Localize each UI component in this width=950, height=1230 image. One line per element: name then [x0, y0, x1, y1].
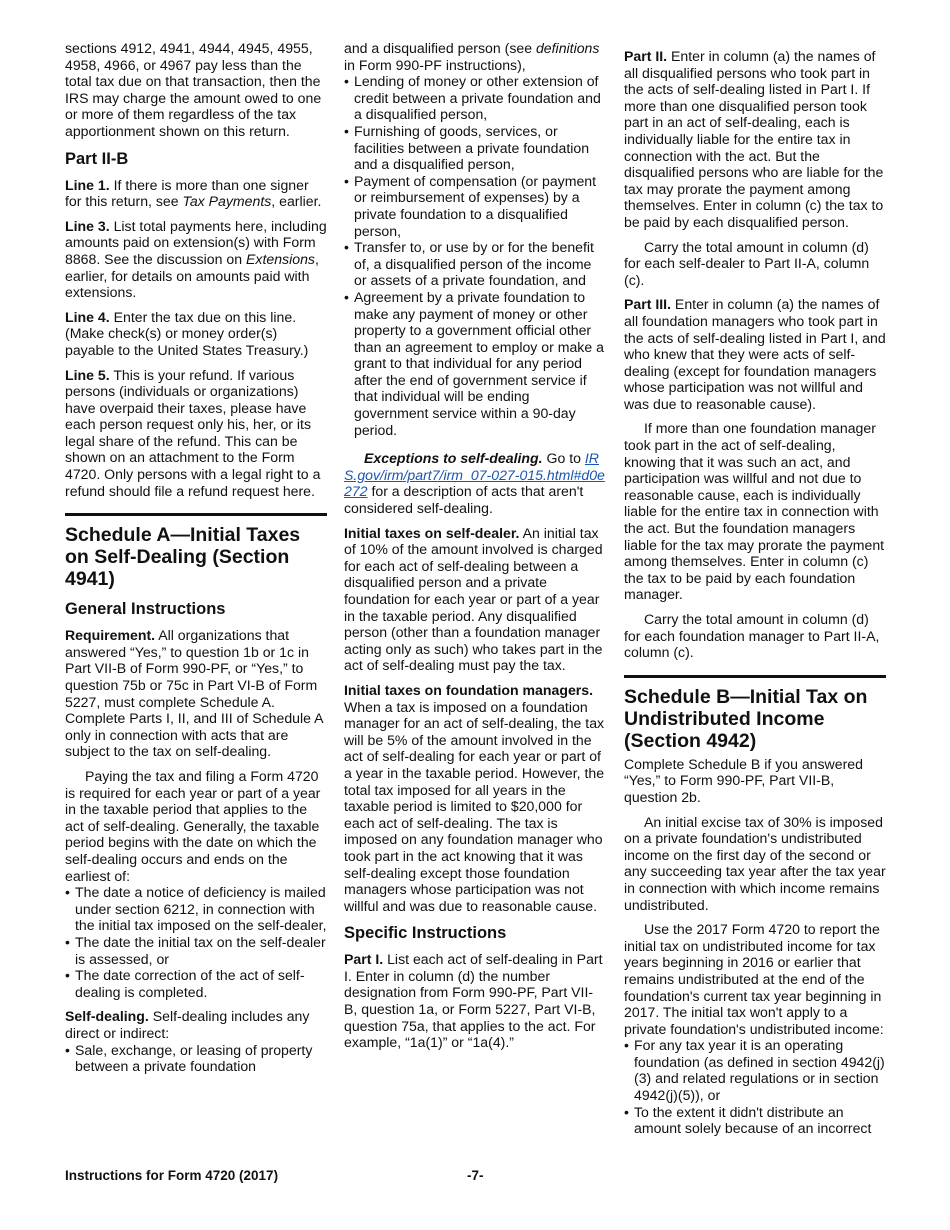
continuation-paragraph: and a disqualified person (see definitions in Form 990-PF instructions), — [344, 40, 600, 73]
requirement-paragraph: Requirement. All organizations that answered “Yes,” to question 1b or 1c in Part VII-B of Form 990-PF, or “Yes,” to question 75b or 75c in Part VI-B of Form 5227, must complete Schedule A. Complete Parts I, II, and III of Schedule A only in connection with acts that are subject to the tax on self-dealing. — [65, 627, 323, 760]
part-2-carry-paragraph: Carry the total amount in column (d) for each self-dealer to Part II-A, column (c). — [624, 238, 870, 288]
line-3-paragraph: Line 3. List total payments here, including amounts paid on extension(s) with Form 8868. See the discussion on Extensions, earlier, for details on amounts paid with extensions. — [65, 217, 327, 301]
list-item: • Sale, exchange, or leasing of property between a private foundation — [65, 1042, 327, 1075]
initial-taxes-managers-paragraph: Initial taxes on foundation managers. When a tax is imposed on a foundation manager for an act of self-dealing, the tax will be 5% of the amount involved in the act of self-dealing for each year or part of a year in the taxable period. However, the total tax imposed for all years in the taxable period is limited to $20,000 for each act of self-dealing. The tax is imposed on any foundation manager who took part in the act knowing that it was self-dealing except those foundation managers whose participation was not willful and was due to reasonable cause. — [344, 681, 605, 914]
schedule-b-paragraph-3: Use the 2017 Form 4720 to report the initial tax on undistributed income for tax years beginning in 2016 or earlier that remains undistributed at the end of the foundation's current tax year beginning in 2017. The initial tax won't apply to a private foundation's undistributed income: — [624, 921, 884, 1037]
line-5-paragraph: Line 5. This is your refund. If various persons (individuals or organizations) have overpaid their taxes, please have each person request only his, her, or its legal share of the refund. This can be shown on an attachment to the Form 4720. Only persons with a legal right to a refund should file a refund request here. — [65, 366, 321, 499]
part-3-carry-paragraph: Carry the total amount in column (d) for each foundation manager to Part II-A, column (c). — [624, 611, 880, 661]
schedule-b-paragraph-2: An initial excise tax of 30% is imposed on a private foundation's undistributed income on the first day of the second or any succeeding tax year after the tax year in connection with which income remains undistributed. — [624, 813, 886, 913]
initial-taxes-self-dealer-paragraph: Initial taxes on self-dealer. An initial tax of 10% of the amount involved is charged for each act of self-dealing between a disqualified person and a private foundation for each year or part of a year in the taxable period. Any disqualified person (other than a foundation manager acting only as such) who takes part in the act of self-dealing must pay the tax. — [344, 524, 603, 674]
footer-title: Instructions for Form 4720 (2017) — [65, 1168, 279, 1183]
part-2-paragraph: Part II. Enter in column (a) the names of all disqualified persons who took part in the acts of self-dealing listed in Part I. If more than one disqualified person took part in an act of self-dealing, each is individually liable for the entire tax in connection with the act. But the disqualified persons who are liable for the tax may prorate the payment among themselves. Enter in column (c) the tax to be paid by each disqualified person. — [624, 48, 884, 230]
list-item: • To the extent it didn't distribute an amount solely because of an incorrect — [624, 1104, 886, 1137]
list-item: • Payment of compensation (or payment or reimbursement of expenses) by a private foundation to a disqualified person, — [344, 173, 606, 239]
line-4-paragraph: Line 4. Enter the tax due on this line. (Make check(s) or money order(s) payable to the United States Treasury.) — [65, 308, 309, 358]
specific-instructions-heading: Specific Instructions — [344, 924, 507, 943]
list-item: • Lending of money or other extension of credit between a private foundation and a disqualified person, — [344, 73, 606, 123]
list-item: • The date a notice of deficiency is mailed under section 6212, in connection with the initial tax imposed on the self-dealer, — [65, 884, 327, 934]
column-2 — [344, 40, 606, 1059]
intro-paragraph: sections 4912, 4941, 4944, 4945, 4955, 4958, 4966, or 4967 pay less than the total tax due on that transaction, then the IRS may charge the amount owed to one or more of them regardless of the tax apportionment shown on this return. — [65, 40, 322, 139]
schedule-a-heading: Schedule A—Initial Taxes on Self-Dealing (Section 4941) — [65, 513, 327, 590]
page-number: -7- — [467, 1168, 484, 1183]
paying-paragraph: Paying the tax and filing a Form 4720 is required for each year or part of a year in the taxable period that applies to the act of self-dealing. Generally, the taxable period begins with the date on which the self-dealing occurs and ends on the earliest of: — [65, 768, 321, 884]
schedule-b-intro: Complete Schedule B if you answered “Yes,” to Form 990-PF, Part VII-B, question 2b. — [624, 755, 863, 805]
list-item: • The date correction of the act of self-dealing is completed. — [65, 967, 327, 1000]
exceptions-paragraph: Exceptions to self-dealing. Go to IRS.gov/irm/part7/irm_07-027-015.html#d0e272 for a description of acts that aren't considered self-dealing. — [344, 450, 605, 517]
general-instructions-heading: General Instructions — [65, 600, 226, 619]
list-item: • Transfer to, or use by or for the benefit of, a disqualified person of the income or assets of a private foundation, and — [344, 239, 606, 289]
column-3 — [624, 48, 886, 1137]
list-item: • The date the initial tax on the self-dealer is assessed, or — [65, 934, 327, 967]
list-item: • Agreement by a private foundation to make any payment of money or other property to a government official other than an agreement to employ or make a grant to that individual for any period after the end of government service if that individual will be ending government service within a 90-day period. — [344, 289, 606, 438]
list-item: • Furnishing of goods, services, or facilities between a private foundation and a disqualified person, — [344, 123, 606, 173]
part-2b-heading: Part II-B — [65, 149, 129, 168]
part-1-paragraph: Part I. List each act of self-dealing in Part I. Enter in column (d) the number designation from Form 990-PF, Part VII-B, question 1a, or Form 5227, Part VI-B, question 75a, that applies to the act. For example, “1a(1)” or “1a(4).” — [344, 951, 603, 1051]
list-item: • For any tax year it is an operating foundation (as defined in section 4942(j)(3) and related regulations or in section 4942(j)(5)), or — [624, 1037, 886, 1103]
part-3-paragraph: Part III. Enter in column (a) the names of all foundation managers who took part in the acts of self-dealing listed in Part I, and who knew that they were acts of self-dealing (except for foundation managers whose participation was not willful and was due to reasonable cause). — [624, 296, 886, 412]
schedule-b-heading: Schedule B—Initial Tax on Undistributed Income (Section 4942) — [624, 675, 886, 752]
line-1-paragraph: Line 1. If there is more than one signer for this return, see Tax Payments, earlier. — [65, 176, 322, 210]
part-3-more-paragraph: If more than one foundation manager took part in the act of self-dealing, knowing that it was such an act, and participation was willful and not due to reasonable cause, each is individually liable for the entire tax in connection with the act. But the foundation managers liable for the tax may prorate the payment among themselves. Enter in column (c) the tax to be paid by each foundation manager. — [624, 420, 885, 603]
irs-link[interactable]: IRS.gov/irm/part7/irm_07-027-015.html#d0e272 — [344, 450, 605, 500]
column-1 — [65, 40, 327, 1075]
self-dealing-paragraph: Self-dealing. Self-dealing includes any direct or indirect: — [65, 1008, 310, 1041]
